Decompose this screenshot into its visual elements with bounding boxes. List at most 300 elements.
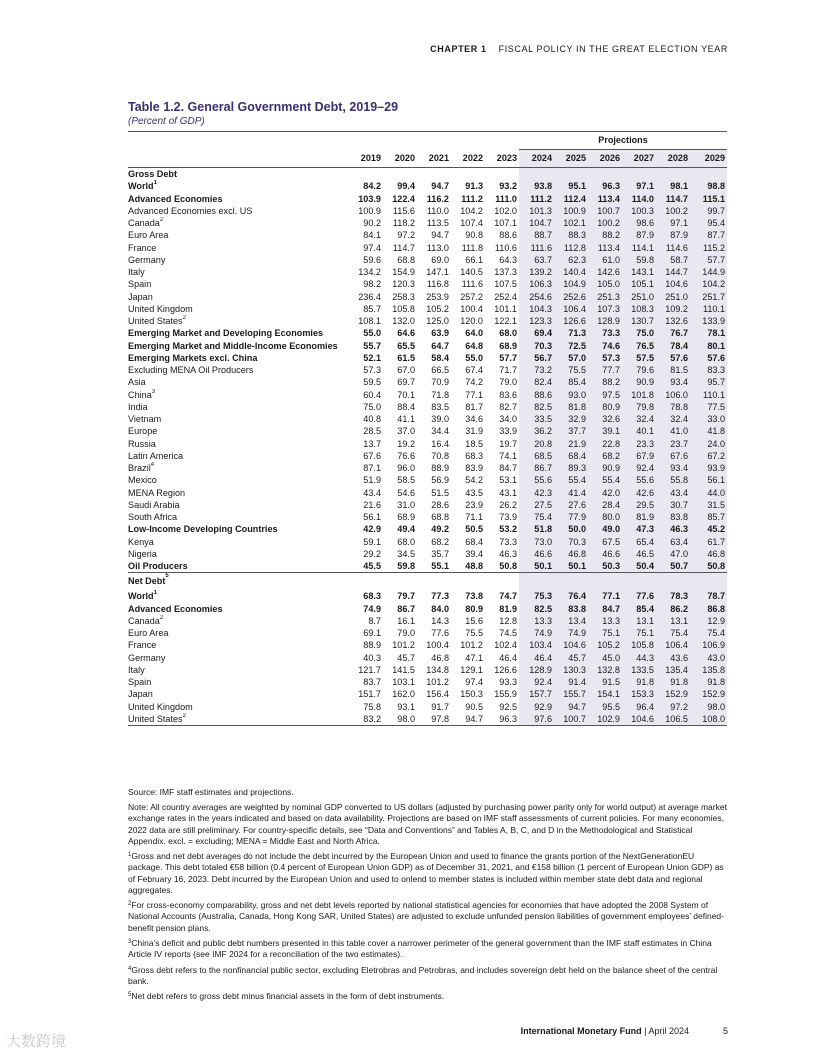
table-cell: 87.9	[656, 229, 690, 241]
table-row	[128, 499, 727, 511]
row-label: Nigeria	[128, 548, 157, 559]
table-cell: 104.2	[460, 205, 483, 216]
table-cell: 77.1	[588, 590, 622, 602]
table-row	[128, 548, 727, 560]
table-cell: 106.4	[554, 303, 588, 315]
table-cell: 251.0	[656, 291, 690, 303]
table-cell: 141.5	[392, 664, 415, 675]
table-cell: 137.3	[494, 267, 517, 277]
table-cell: 73.9	[499, 512, 517, 522]
table-cell: 93.4	[656, 376, 690, 388]
table-cell: 64.3	[499, 254, 517, 265]
table-cell: 19.7	[499, 438, 517, 449]
row-label: Asia	[128, 377, 146, 388]
table-cell: 55.0	[465, 352, 483, 363]
table-cell: 93.9	[690, 462, 727, 474]
table-cell: 96.3	[588, 180, 622, 192]
table-cell: 110.6	[494, 242, 517, 253]
table-row	[128, 193, 727, 205]
table-cell: 41.1	[397, 414, 415, 424]
table-cell: 77.6	[622, 590, 656, 602]
table-cell: 63.7	[519, 254, 554, 266]
table-cell: 59.5	[363, 377, 381, 388]
table-cell: 32.6	[588, 413, 622, 425]
table-cell: 98.2	[363, 279, 381, 290]
table-cell: 50.1	[554, 560, 588, 573]
table-cell: 74.7	[499, 591, 517, 602]
table-cell: 103.9	[358, 193, 381, 204]
table-row	[128, 217, 727, 229]
table-cell: 77.1	[465, 389, 483, 400]
table-cell: 81.9	[499, 603, 517, 614]
table-cell: 100.7	[554, 713, 588, 726]
table-cell: 55.1	[431, 561, 449, 571]
table-cell: 57.7	[499, 352, 517, 363]
table-cell: 84.2	[363, 181, 381, 192]
watermark-logo: 大数跨境	[6, 1033, 67, 1050]
table-row	[128, 376, 727, 388]
row-label: MENA Region	[128, 487, 186, 498]
table-cell: 32.4	[622, 413, 656, 425]
row-label: Spain	[128, 677, 152, 687]
table-cell: 51.8	[519, 523, 554, 535]
row-label: Canada	[128, 218, 160, 228]
table-cell: 134.2	[358, 267, 381, 277]
table-cell: 64.0	[465, 328, 483, 339]
row-label: Germany	[128, 254, 166, 265]
table-cell: 42.3	[519, 487, 554, 499]
table-cell: 152.9	[656, 688, 690, 700]
table-cell: 112.4	[554, 193, 588, 205]
table-cell: 64.8	[465, 340, 483, 351]
table-cell: 135.4	[656, 664, 690, 676]
table-cell: 92.9	[519, 701, 554, 713]
table-cell: 95.1	[554, 180, 588, 192]
table-cell: 56.1	[363, 512, 381, 522]
table-cell: 79.0	[499, 377, 517, 388]
table-cell: 73.3	[499, 536, 517, 547]
table-cell: 74.6	[588, 340, 622, 352]
table-cell: 110.0	[426, 205, 449, 216]
table-cell: 69.7	[397, 377, 415, 388]
table-cell: 67.4	[465, 365, 483, 375]
table-cell: 61.5	[397, 352, 415, 363]
table-cell: 144.7	[656, 266, 690, 278]
table-cell: 102.0	[494, 205, 517, 216]
table-cell: 75.5	[465, 628, 483, 638]
table-cell: 109.2	[656, 303, 690, 315]
table-row	[128, 278, 727, 290]
table-cell: 108.1	[358, 316, 381, 326]
table-cell: 50.4	[622, 560, 656, 573]
table-cell: 28.4	[588, 499, 622, 511]
table-cell: 97.4	[465, 677, 483, 687]
footnote-4-text: Gross debt refers to the nonfinancial public sector, excluding Eletrobras and Petrobras, and includes sovereign debt held on the balance sheet of the central bank.	[128, 964, 718, 986]
table-cell: 86.2	[656, 603, 690, 615]
table-cell: 68.9	[397, 512, 415, 522]
footnote-marker: 1	[153, 180, 157, 187]
table-cell: 68.2	[431, 536, 449, 547]
table-cell: 97.8	[417, 713, 451, 726]
table-cell: 93.1	[397, 701, 415, 712]
row-label: Japan	[128, 689, 153, 700]
table-cell: 93.0	[554, 389, 588, 401]
table-cell: 99.7	[690, 205, 727, 217]
table-cell: 88.3	[554, 229, 588, 241]
table-cell: 13.4	[554, 615, 588, 627]
table-cell: 252.4	[494, 291, 517, 302]
table-cell: 120.3	[392, 279, 415, 290]
footnote-2-text: For cross-economy comparability, gross and net debt levels reported by national statistical agencies for economies that have adopted the 2008 System of National Accounts (Australia, Canada, Hong Kong SAR, United States) are adjusted to exclude unfunded pension liabilities of government employees’ defined-benefit pension plans.	[128, 900, 724, 933]
table-cell: 45.0	[588, 652, 622, 664]
table-cell: 126.6	[494, 664, 517, 675]
table-cell: 49.2	[431, 524, 449, 535]
table-cell: 50.1	[519, 560, 554, 573]
table-cell: 76.4	[554, 590, 588, 602]
table-cell: 68.0	[499, 328, 517, 339]
table-cell: 114.6	[656, 242, 690, 254]
table-cell: 50.0	[554, 523, 588, 535]
table-cell: 22.8	[588, 438, 622, 450]
table-cell: 46.8	[690, 548, 727, 560]
table-cell: 74.9	[519, 627, 554, 639]
table-cell: 20.8	[519, 438, 554, 450]
table-cell: 70.1	[397, 389, 415, 400]
table-cell: 23.9	[465, 499, 483, 510]
table-cell: 47.3	[622, 523, 656, 535]
table-cell: 12.9	[690, 615, 727, 627]
table-cell: 41.0	[656, 425, 690, 437]
table-cell: 12.8	[499, 615, 517, 626]
footnote-3: $^3$China’s deficit and public debt numbers presented in this table cover a narrower perimeter of the general government than the IMF staff estimates in China Article IV reports (see IMF 2024 for a reconciliation of the two estimates).	[128, 938, 712, 960]
table-cell: 58.5	[397, 475, 415, 486]
table-cell: 144.9	[690, 266, 727, 278]
projections-label: Projections	[519, 132, 727, 150]
table-cell: 52.1	[363, 352, 381, 363]
table-cell: 97.1	[656, 217, 690, 229]
table-cell: 113.0	[426, 242, 449, 253]
table-cell: 101.1	[494, 303, 517, 314]
table-cell: 93.4	[656, 462, 690, 474]
year-header: 2024	[519, 150, 554, 168]
table-cell: 83.9	[465, 463, 483, 473]
table-cell: 74.5	[499, 628, 517, 638]
table-cell: 65.5	[397, 340, 415, 351]
table-cell: 111.6	[461, 279, 483, 290]
footnote-5: $^5$Net debt refers to gross debt minus financial assets in the form of debt instruments.	[128, 991, 445, 1002]
year-header: 2029	[690, 150, 727, 168]
table-cell: 57.3	[588, 352, 622, 364]
table-cell: 75.1	[622, 627, 656, 639]
footnote-marker: 2	[182, 315, 186, 321]
table-cell: 46.5	[622, 548, 656, 560]
row-label: United Kingdom	[128, 701, 193, 712]
table-cell: 43.0	[690, 652, 727, 664]
table-cell: 96.4	[622, 701, 656, 713]
table-cell: 57.7	[690, 254, 727, 266]
table-cell: 28.6	[431, 499, 449, 510]
table-cell: 67.9	[622, 450, 656, 462]
table-cell: 67.6	[363, 450, 381, 461]
table-cell: 82.4	[519, 376, 554, 388]
table-cell: 50.5	[465, 524, 483, 535]
table-cell: 106.5	[656, 713, 690, 726]
table-cell: 8.7	[368, 615, 381, 626]
table-row	[128, 327, 727, 339]
table-row	[128, 701, 727, 713]
table-cell: 76.6	[397, 450, 415, 461]
table-cell: 34.6	[465, 414, 483, 424]
table-cell: 46.4	[499, 652, 517, 663]
table-row	[128, 603, 727, 615]
table-cell: 113.4	[588, 242, 622, 254]
footnote-marker: 2	[159, 614, 164, 621]
table-cell: 70.9	[431, 377, 449, 388]
row-label: Latin America	[128, 450, 184, 461]
table-row	[128, 511, 727, 523]
table-cell: 16.4	[431, 438, 449, 449]
table-cell: 252.6	[554, 291, 588, 303]
table-cell: 105.0	[588, 278, 622, 290]
table-cell: 65.4	[622, 536, 656, 548]
table-cell: 98.8	[690, 180, 727, 192]
table-cell: 121.7	[358, 664, 381, 675]
table-cell: 94.7	[554, 701, 588, 713]
row-label: Japan	[128, 291, 153, 302]
row-label: Brazil	[128, 463, 151, 473]
table-cell: 111.6	[519, 242, 554, 254]
table-cell: 43.6	[656, 652, 690, 664]
table-cell: 32.4	[656, 413, 690, 425]
table-cell: 55.4	[588, 474, 622, 486]
table-row	[128, 536, 727, 548]
table-cell: 70.3	[519, 340, 554, 352]
table-cell: 55.6	[622, 474, 656, 486]
row-label: France	[128, 640, 157, 651]
table-cell: 68.4	[465, 536, 483, 547]
table-cell: 90.9	[588, 462, 622, 474]
table-cell: 44.3	[622, 652, 656, 664]
table-cell: 114.7	[392, 242, 415, 253]
row-label: India	[128, 401, 148, 412]
table-cell: 102.1	[554, 217, 588, 229]
table-cell: 45.7	[397, 652, 415, 663]
table-cell: 142.6	[588, 266, 622, 278]
year-header: 2019	[349, 150, 383, 168]
row-label: Kenya	[128, 536, 154, 547]
table-cell: 75.8	[363, 701, 381, 712]
table-cell: 143.1	[622, 266, 656, 278]
table-cell: 126.6	[554, 315, 588, 327]
table-cell: 57.0	[554, 352, 588, 364]
table-cell: 98.0	[383, 713, 417, 726]
table-cell: 13.1	[622, 615, 656, 627]
source-note: Source: IMF staff estimates and projections.	[128, 787, 294, 797]
table-cell: 48.8	[465, 561, 483, 571]
table-cell: 31.5	[690, 499, 727, 511]
year-header: 2021	[417, 150, 451, 168]
table-cell: 78.8	[656, 401, 690, 413]
table-cell: 68.8	[431, 512, 449, 522]
table-cell: 70.8	[431, 450, 449, 461]
table-cell: 23.7	[656, 438, 690, 450]
footnote-3-text: China’s deficit and public debt numbers presented in this table cover a narrower perimeter of the general government than the IMF staff estimates in China Article IV reports (see IMF 2024 for a reconciliation of the two estimates).	[128, 938, 712, 960]
table-cell: 73.2	[519, 364, 554, 376]
footer-date: April 2024	[648, 1026, 689, 1036]
table-cell: 83.5	[431, 401, 449, 412]
table-cell: 128.9	[588, 315, 622, 327]
table-cell: 59.8	[397, 561, 415, 571]
table-cell: 104.3	[519, 303, 554, 315]
table-cell: 101.2	[392, 640, 415, 651]
table-row	[128, 229, 727, 241]
table-cell: 154.9	[392, 267, 415, 277]
table-cell: 116.2	[426, 193, 449, 204]
debt-table-body	[128, 132, 727, 726]
section-heading-row	[128, 168, 727, 181]
table-cell: 105.2	[588, 639, 622, 651]
table-cell: 97.2	[656, 701, 690, 713]
table-cell: 92.4	[622, 462, 656, 474]
row-label: Italy	[128, 267, 145, 277]
table-cell: 115.2	[690, 242, 727, 254]
table-cell: 30.7	[656, 499, 690, 511]
table-cell: 67.2	[690, 450, 727, 462]
table-cell: 156.4	[426, 689, 449, 700]
table-row	[128, 180, 727, 192]
table-cell: 100.9	[358, 205, 381, 216]
table-cell: 97.2	[397, 230, 415, 241]
table-cell: 63.4	[656, 536, 690, 548]
table-cell: 71.7	[499, 365, 517, 375]
table-cell: 113.4	[588, 193, 622, 205]
table-cell: 100.4	[460, 303, 483, 314]
table-row	[128, 523, 727, 535]
table-row	[128, 676, 727, 688]
table-cell: 106.0	[656, 389, 690, 401]
table-cell: 49.0	[588, 523, 622, 535]
table-cell: 94.7	[451, 713, 485, 726]
table-cell: 114.0	[622, 193, 656, 205]
table-cell: 82.5	[519, 401, 554, 413]
table-cell: 45.7	[554, 652, 588, 664]
table-cell: 79.7	[397, 591, 415, 602]
table-cell: 68.3	[465, 450, 483, 461]
table-cell: 46.3	[499, 548, 517, 559]
table-cell: 71.3	[554, 327, 588, 339]
table-cell: 104.7	[519, 217, 554, 229]
table-row	[128, 627, 727, 639]
footer-org: International Monetary Fund	[520, 1026, 642, 1036]
table-cell: 44.0	[690, 487, 727, 499]
table-cell: 43.5	[465, 487, 483, 498]
footnote-marker: 2	[159, 217, 164, 223]
table-cell: 46.6	[519, 548, 554, 560]
table-cell: 91.5	[588, 676, 622, 688]
table-cell: 68.2	[588, 450, 622, 462]
footnote-1: $^1$Gross and net debt averages do not include the debt incurred by the European Union and used to finance the grants portion of the NextGenerationEU package. This debt totaled €58 billion (0.4 percent of European Union GDP) as of December 31, 2021, and €158 billion (1 percent of European Union GDP) as of February 16, 2023. Debt incurred by the European Union and used to onlend to member states is included within member state debt data and regional aggregates.	[128, 851, 724, 895]
table-cell: 100.3	[622, 205, 656, 217]
table-cell: 70.3	[554, 536, 588, 548]
table-cell: 77.9	[554, 511, 588, 523]
table-cell: 106.4	[656, 639, 690, 651]
table-cell: 59.6	[363, 254, 381, 265]
table-cell: 116.8	[426, 279, 449, 290]
table-cell: 77.7	[588, 364, 622, 376]
row-label: World	[128, 591, 154, 602]
table-cell: 63.9	[431, 328, 449, 339]
table-cell: 75.0	[622, 327, 656, 339]
table-cell: 107.4	[460, 218, 483, 228]
table-cell: 41.8	[690, 425, 727, 437]
table-cell: 115.6	[392, 205, 415, 216]
table-row	[128, 487, 727, 499]
table-cell: 91.8	[690, 676, 727, 688]
table-cell: 84.1	[363, 230, 381, 241]
table-cell: 81.7	[465, 401, 483, 412]
year-header: 2023	[485, 150, 519, 168]
row-label: Saudi Arabia	[128, 499, 180, 510]
table-cell: 125.0	[426, 316, 449, 326]
table-cell: 102.4	[494, 640, 517, 651]
table-cell: 114.7	[656, 193, 690, 205]
chapter-title: FISCAL POLICY IN THE GREAT ELECTION YEAR	[498, 44, 728, 54]
table-row	[128, 450, 727, 462]
table-cell: 59.8	[622, 254, 656, 266]
table-cell: 66.1	[465, 254, 483, 265]
table-row	[128, 615, 727, 627]
table-cell: 105.8	[622, 639, 656, 651]
table-cell: 55.0	[363, 328, 381, 339]
table-cell: 82.7	[499, 401, 517, 412]
table-cell: 105.1	[622, 278, 656, 290]
table-cell: 83.8	[554, 603, 588, 615]
table-row	[128, 389, 727, 401]
table-notes	[128, 787, 728, 1007]
row-label: Oil Producers	[128, 561, 188, 571]
row-label: Emerging Market and Developing Economies	[128, 328, 324, 339]
table-cell: 55.7	[363, 340, 381, 351]
table-cell: 55.4	[554, 474, 588, 486]
year-header: 2025	[554, 150, 588, 168]
table-cell: 50.3	[588, 560, 622, 573]
table-cell: 31.0	[397, 499, 415, 510]
table-cell: 123.3	[519, 315, 554, 327]
table-cell: 253.9	[426, 291, 449, 302]
table-cell: 72.5	[554, 340, 588, 352]
table-row	[128, 266, 727, 278]
table-cell: 71.1	[465, 512, 483, 522]
table-cell: 105.2	[426, 303, 449, 314]
table-cell: 104.6	[656, 278, 690, 290]
table-row	[128, 303, 727, 315]
table-cell: 108.3	[622, 303, 656, 315]
table-cell: 95.5	[588, 701, 622, 713]
row-label: Emerging Markets excl. China	[128, 352, 258, 363]
table-cell: 45.5	[363, 561, 381, 571]
running-header	[430, 44, 728, 54]
table-cell: 130.7	[622, 315, 656, 327]
table-cell: 59.1	[363, 536, 381, 547]
table-cell: 19.2	[397, 438, 415, 449]
table-row	[128, 688, 727, 700]
table-cell: 53.2	[499, 524, 517, 535]
table-cell: 85.7	[363, 303, 381, 314]
table-cell: 90.8	[465, 230, 483, 241]
row-label: Excluding MENA Oil Producers	[128, 365, 254, 375]
row-label: South Africa	[128, 512, 178, 522]
table-cell: 130.3	[554, 664, 588, 676]
